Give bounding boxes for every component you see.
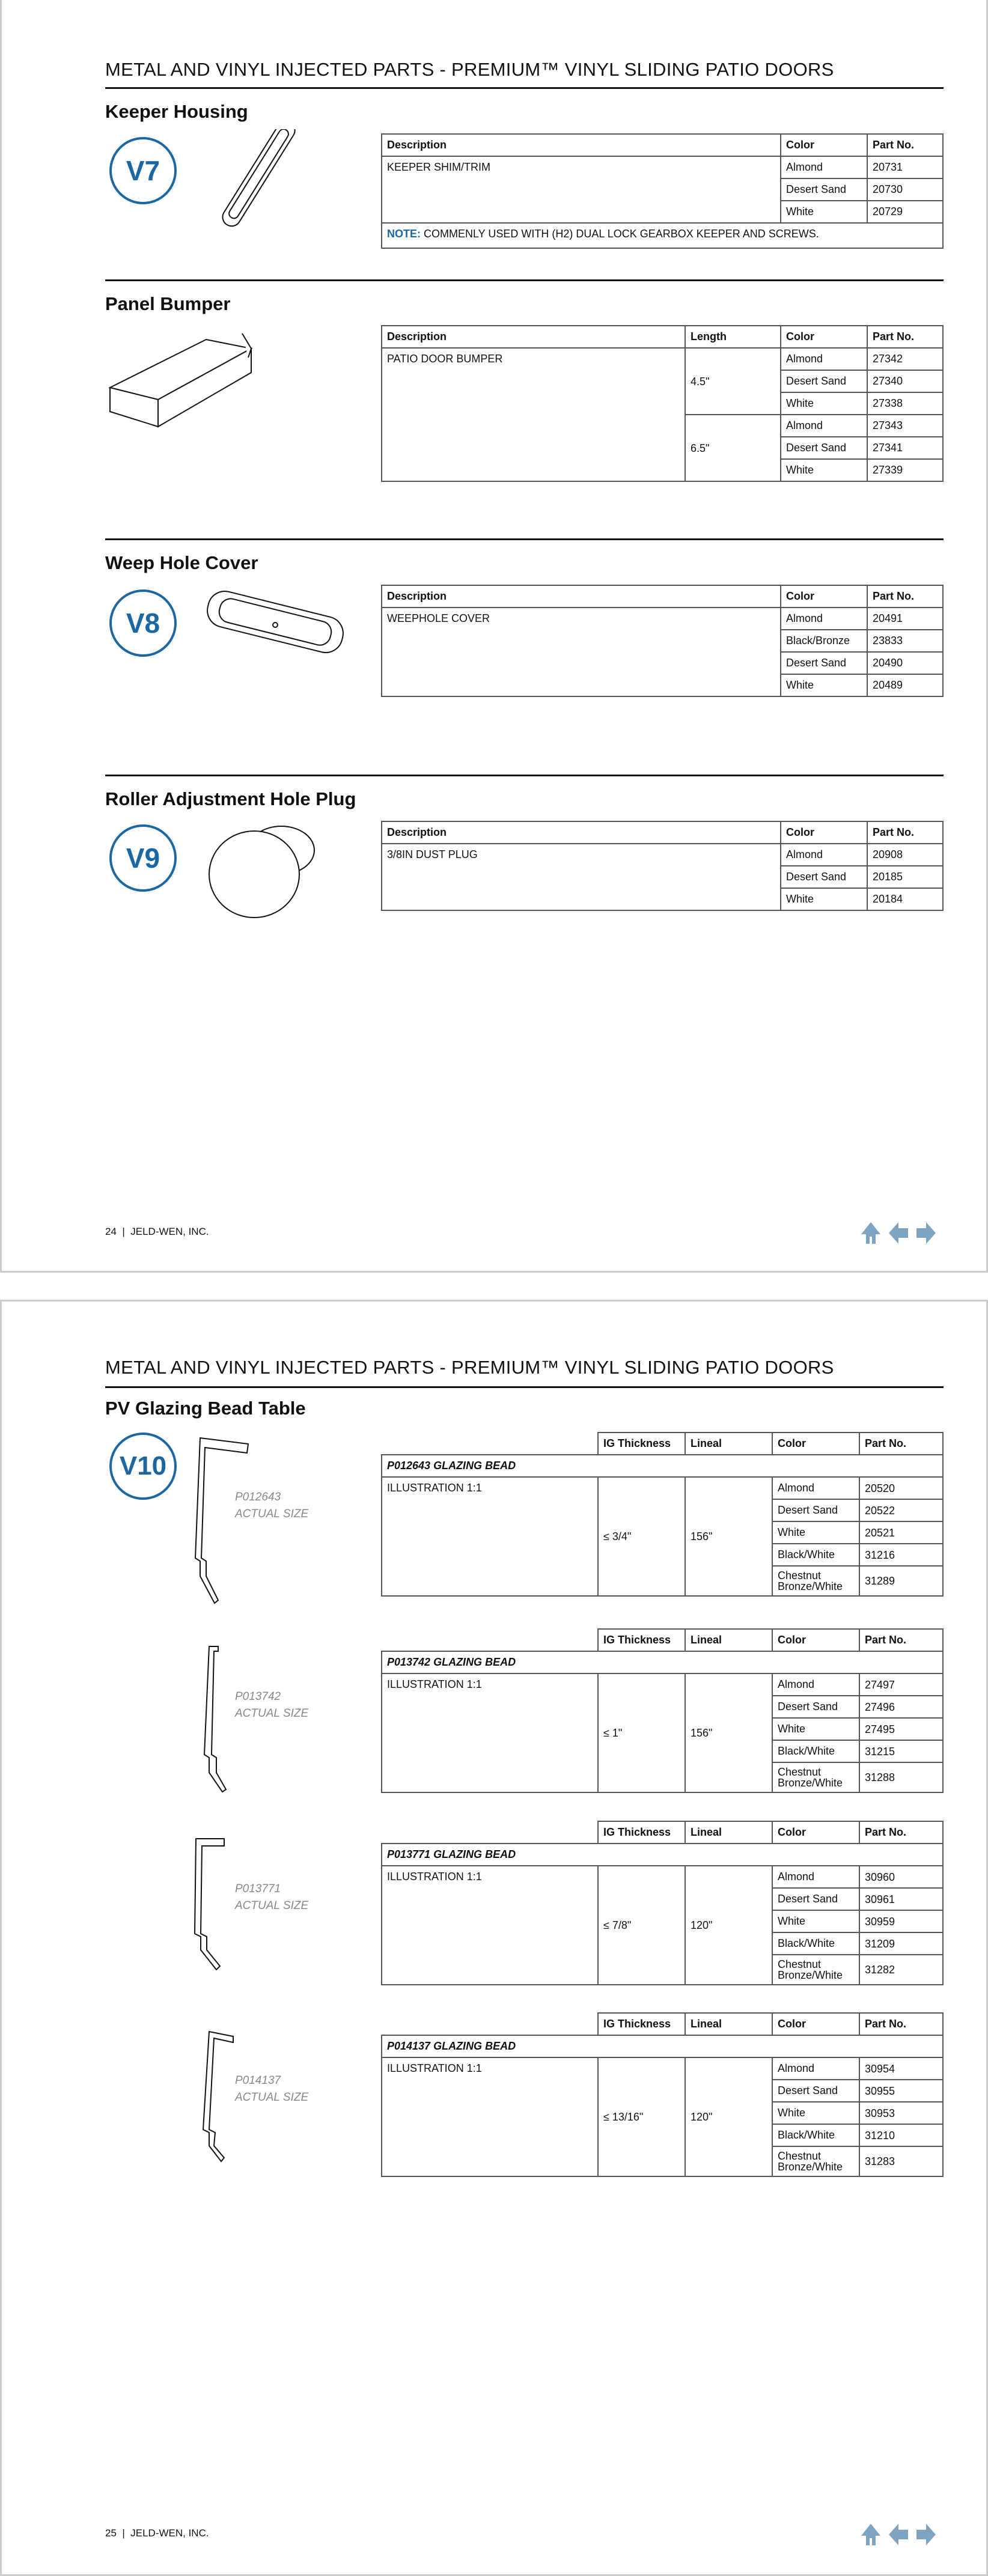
color-cell: White: [781, 201, 867, 223]
column-header: Lineal: [685, 1433, 772, 1455]
color-cell: White: [781, 459, 867, 481]
empty-header-cell: [382, 1629, 598, 1651]
color-cell: Almond: [781, 415, 867, 437]
bead-title: P013742 GLAZING BEAD: [382, 1651, 943, 1673]
part-number-cell: 31289: [859, 1566, 943, 1596]
actual-size-caption: [235, 1688, 308, 1722]
table-row: [382, 844, 943, 866]
home-icon[interactable]: [860, 2523, 883, 2547]
description-cell: ILLUSTRATION 1:1: [382, 1477, 598, 1596]
color-cell: Desert Sand: [772, 2080, 859, 2102]
company-name: JELD-WEN, INC.: [130, 2527, 209, 2539]
column-header: Length: [685, 326, 781, 348]
description-cell: ILLUSTRATION 1:1: [382, 2057, 598, 2176]
header-row: [382, 1821, 943, 1844]
header-row: [382, 1433, 943, 1455]
part-number-cell: 20522: [859, 1499, 943, 1521]
page-title: METAL AND VINYL INJECTED PARTS - PREMIUM™ VINYL SLIDING PATIO DOORS: [105, 59, 834, 80]
part-number-cell: 20521: [859, 1521, 943, 1544]
part-number-cell: 20490: [867, 652, 943, 674]
column-header: Part No.: [859, 2013, 943, 2035]
color-cell: Desert Sand: [772, 1696, 859, 1718]
part-number-cell: 30955: [859, 2080, 943, 2102]
column-header: Color: [781, 326, 867, 348]
actual-size-caption: [235, 1489, 308, 1523]
part-number-cell: 31209: [859, 1932, 943, 1955]
part-number-cell: 27343: [867, 415, 943, 437]
page-footer: [105, 1226, 209, 1238]
glazing-bead-table: [381, 1628, 944, 1793]
hole-plug-table: [381, 821, 944, 911]
previous-page-icon[interactable]: [888, 1221, 910, 1245]
panel-bumper-table: [381, 325, 944, 482]
part-number-cell: 27342: [867, 348, 943, 370]
length-cell: 4.5": [685, 348, 781, 415]
actual-size-caption: [235, 1881, 308, 1914]
section-heading: PV Glazing Bead Table: [105, 1398, 306, 1419]
caption-line: ACTUAL SIZE: [235, 1707, 309, 1720]
part-number-cell: 27497: [859, 1673, 943, 1696]
column-header: Color: [772, 1821, 859, 1844]
previous-page-icon[interactable]: [888, 2523, 910, 2547]
color-cell: Black/White: [772, 2124, 859, 2146]
lineal-cell: 120": [685, 1866, 772, 1985]
color-cell: Chestnut Bronze/White: [772, 1762, 859, 1792]
column-header: IG Thickness: [598, 1821, 685, 1844]
part-badge: V7: [109, 137, 177, 204]
note-text: COMMENLY USED WITH (H2) DUAL LOCK GEARBOX KEEPER AND SCREWS.: [421, 228, 819, 240]
part-number-cell: 20730: [867, 178, 943, 201]
part-number-cell: 20184: [867, 888, 943, 910]
lineal-cell: 120": [685, 2057, 772, 2176]
section-heading: Keeper Housing: [105, 101, 248, 122]
color-cell: Almond: [772, 2057, 859, 2080]
note-row: [382, 223, 943, 248]
color-cell: Almond: [781, 607, 867, 630]
divider: [105, 1386, 944, 1388]
table-row: [382, 156, 943, 178]
page-nav: [860, 1221, 938, 1245]
part-number-cell: 20489: [867, 674, 943, 696]
color-cell: White: [781, 392, 867, 415]
part-number-cell: 31210: [859, 2124, 943, 2146]
column-header: Description: [382, 821, 781, 844]
color-cell: Almond: [781, 156, 867, 178]
column-header: Color: [781, 821, 867, 844]
column-header: Part No.: [867, 134, 943, 156]
caption-line: P013771: [235, 1883, 281, 1895]
part-badge: V10: [109, 1433, 177, 1500]
footer-separator: |: [122, 2527, 125, 2539]
page-footer: [105, 2527, 209, 2539]
note-cell: [382, 223, 943, 248]
color-cell: Black/White: [772, 1932, 859, 1955]
part-number-cell: 20185: [867, 866, 943, 888]
color-cell: White: [772, 1521, 859, 1544]
empty-header-cell: [382, 2013, 598, 2035]
column-header: Part No.: [859, 1629, 943, 1651]
bead-title-row: [382, 1844, 943, 1866]
color-cell: Chestnut Bronze/White: [772, 2146, 859, 2176]
part-number-cell: 27495: [859, 1718, 943, 1740]
color-cell: Desert Sand: [781, 652, 867, 674]
color-cell: White: [772, 1910, 859, 1932]
column-header: Description: [382, 585, 781, 607]
ig-thickness-cell: ≤ 7/8": [598, 1866, 685, 1985]
part-badge: V9: [109, 824, 177, 892]
page-number: 25: [105, 2527, 117, 2539]
glazing-bead-table: [381, 1432, 944, 1597]
divider: [105, 775, 944, 776]
color-cell: Almond: [772, 1673, 859, 1696]
caption-line: P012643: [235, 1491, 281, 1503]
caption-line: P014137: [235, 2074, 281, 2087]
part-number-cell: 20520: [859, 1477, 943, 1499]
glazing-bead-table: [381, 2012, 944, 2177]
column-header: Part No.: [867, 821, 943, 844]
description-cell: WEEPHOLE COVER: [382, 607, 781, 696]
description-cell: 3/8IN DUST PLUG: [382, 844, 781, 910]
ig-thickness-cell: ≤ 3/4": [598, 1477, 685, 1596]
header-row: [382, 134, 943, 156]
divider: [105, 87, 944, 89]
color-cell: Desert Sand: [781, 437, 867, 459]
divider: [105, 538, 944, 540]
next-page-icon[interactable]: [915, 2523, 938, 2547]
caption-line: P013742: [235, 1690, 281, 1703]
page-nav: [860, 2523, 938, 2547]
column-header: Description: [382, 326, 685, 348]
column-header: Part No.: [859, 1821, 943, 1844]
page-number: 24: [105, 1226, 117, 1237]
table-row: [382, 348, 943, 370]
part-number-cell: 31282: [859, 1955, 943, 1985]
column-header: Color: [781, 585, 867, 607]
part-badge: V8: [109, 589, 177, 657]
column-header: Color: [781, 134, 867, 156]
keeper-housing-table: [381, 133, 944, 249]
footer-separator: |: [122, 1226, 125, 1237]
part-number-cell: 27340: [867, 370, 943, 392]
part-number-cell: 30961: [859, 1888, 943, 1910]
caption-line: ACTUAL SIZE: [235, 1508, 309, 1520]
color-cell: Desert Sand: [772, 1499, 859, 1521]
part-number-cell: 30954: [859, 2057, 943, 2080]
ig-thickness-cell: ≤ 13/16": [598, 2057, 685, 2176]
color-cell: Black/Bronze: [781, 630, 867, 652]
actual-size-caption: [235, 2072, 308, 2106]
table-row: [382, 1673, 943, 1696]
color-cell: Desert Sand: [781, 866, 867, 888]
next-page-icon[interactable]: [915, 1221, 938, 1245]
empty-header-cell: [382, 1433, 598, 1455]
column-header: Part No.: [859, 1433, 943, 1455]
color-cell: Chestnut Bronze/White: [772, 1566, 859, 1596]
part-number-cell: 31215: [859, 1740, 943, 1762]
color-cell: White: [781, 674, 867, 696]
page-title: METAL AND VINYL INJECTED PARTS - PREMIUM™ VINYL SLIDING PATIO DOORS: [105, 1357, 834, 1378]
color-cell: Black/White: [772, 1740, 859, 1762]
column-header: IG Thickness: [598, 1629, 685, 1651]
column-header: IG Thickness: [598, 1433, 685, 1455]
column-header: Lineal: [685, 1821, 772, 1844]
description-cell: PATIO DOOR BUMPER: [382, 348, 685, 481]
section-heading: Panel Bumper: [105, 293, 231, 314]
part-number-cell: 20731: [867, 156, 943, 178]
color-cell: White: [772, 2102, 859, 2124]
company-name: JELD-WEN, INC.: [130, 1226, 209, 1237]
table-row: [382, 1866, 943, 1888]
description-cell: ILLUSTRATION 1:1: [382, 1866, 598, 1985]
part-number-cell: 20908: [867, 844, 943, 866]
bead-title: P014137 GLAZING BEAD: [382, 2035, 943, 2057]
empty-header-cell: [382, 1821, 598, 1844]
color-cell: White: [772, 1718, 859, 1740]
part-number-cell: 30960: [859, 1866, 943, 1888]
part-number-cell: 20729: [867, 201, 943, 223]
column-header: Part No.: [867, 585, 943, 607]
part-number-cell: 31288: [859, 1762, 943, 1792]
part-number-cell: 23833: [867, 630, 943, 652]
glazing-bead-profile-illustration: [191, 1634, 263, 1821]
part-number-cell: 27338: [867, 392, 943, 415]
color-cell: Almond: [781, 844, 867, 866]
color-cell: Black/White: [772, 1544, 859, 1566]
caption-line: ACTUAL SIZE: [235, 1899, 309, 1912]
note-label: NOTE:: [387, 228, 421, 240]
description-cell: ILLUSTRATION 1:1: [382, 1673, 598, 1792]
home-icon[interactable]: [860, 1221, 883, 1245]
table-row: [382, 2057, 943, 2080]
table-row: [382, 1477, 943, 1499]
color-cell: White: [781, 888, 867, 910]
table-row: [382, 607, 943, 630]
catalog-page-24: [0, 0, 988, 1273]
header-row: [382, 585, 943, 607]
keeper-housing-illustration: [209, 129, 305, 228]
divider: [105, 279, 944, 281]
bead-title-row: [382, 2035, 943, 2057]
catalog-page-25: [0, 1300, 988, 2576]
part-number-cell: 31216: [859, 1544, 943, 1566]
column-header: Color: [772, 2013, 859, 2035]
color-cell: Desert Sand: [781, 370, 867, 392]
weep-hole-cover-table: [381, 585, 944, 697]
part-number-cell: 27496: [859, 1696, 943, 1718]
lineal-cell: 156": [685, 1673, 772, 1792]
bead-title-row: [382, 1455, 943, 1477]
column-header: Part No.: [867, 326, 943, 348]
color-cell: Almond: [772, 1866, 859, 1888]
color-cell: Desert Sand: [772, 1888, 859, 1910]
column-header: IG Thickness: [598, 2013, 685, 2035]
weep-hole-cover-illustration: [200, 580, 350, 670]
color-cell: Almond: [781, 348, 867, 370]
column-header: Description: [382, 134, 781, 156]
column-header: Color: [772, 1629, 859, 1651]
color-cell: Desert Sand: [781, 178, 867, 201]
header-row: [382, 821, 943, 844]
part-number-cell: 30953: [859, 2102, 943, 2124]
part-number-cell: 27341: [867, 437, 943, 459]
lineal-cell: 156": [685, 1477, 772, 1596]
bead-title-row: [382, 1651, 943, 1673]
glazing-bead-table: [381, 1821, 944, 1985]
column-header: Lineal: [685, 2013, 772, 2035]
header-row: [382, 2013, 943, 2035]
part-number-cell: 27339: [867, 459, 943, 481]
part-number-cell: 30959: [859, 1910, 943, 1932]
column-header: Color: [772, 1433, 859, 1455]
section-heading: Roller Adjustment Hole Plug: [105, 788, 356, 809]
panel-bumper-illustration: [104, 321, 260, 436]
bead-title: P013771 GLAZING BEAD: [382, 1844, 943, 1866]
part-number-cell: 20491: [867, 607, 943, 630]
color-cell: Chestnut Bronze/White: [772, 1955, 859, 1985]
ig-thickness-cell: ≤ 1": [598, 1673, 685, 1792]
bead-title: P012643 GLAZING BEAD: [382, 1455, 943, 1477]
section-heading: Weep Hole Cover: [105, 552, 258, 573]
part-number-cell: 31283: [859, 2146, 943, 2176]
color-cell: Almond: [772, 1477, 859, 1499]
header-row: [382, 326, 943, 348]
hole-plug-illustration: [203, 814, 329, 922]
glazing-bead-profile-illustration: [191, 2018, 263, 2205]
column-header: Lineal: [685, 1629, 772, 1651]
description-cell: KEEPER SHIM/TRIM: [382, 156, 781, 223]
glazing-bead-profile-illustration: [191, 1827, 263, 2013]
length-cell: 6.5": [685, 415, 781, 481]
header-row: [382, 1629, 943, 1651]
caption-line: ACTUAL SIZE: [235, 2091, 309, 2104]
